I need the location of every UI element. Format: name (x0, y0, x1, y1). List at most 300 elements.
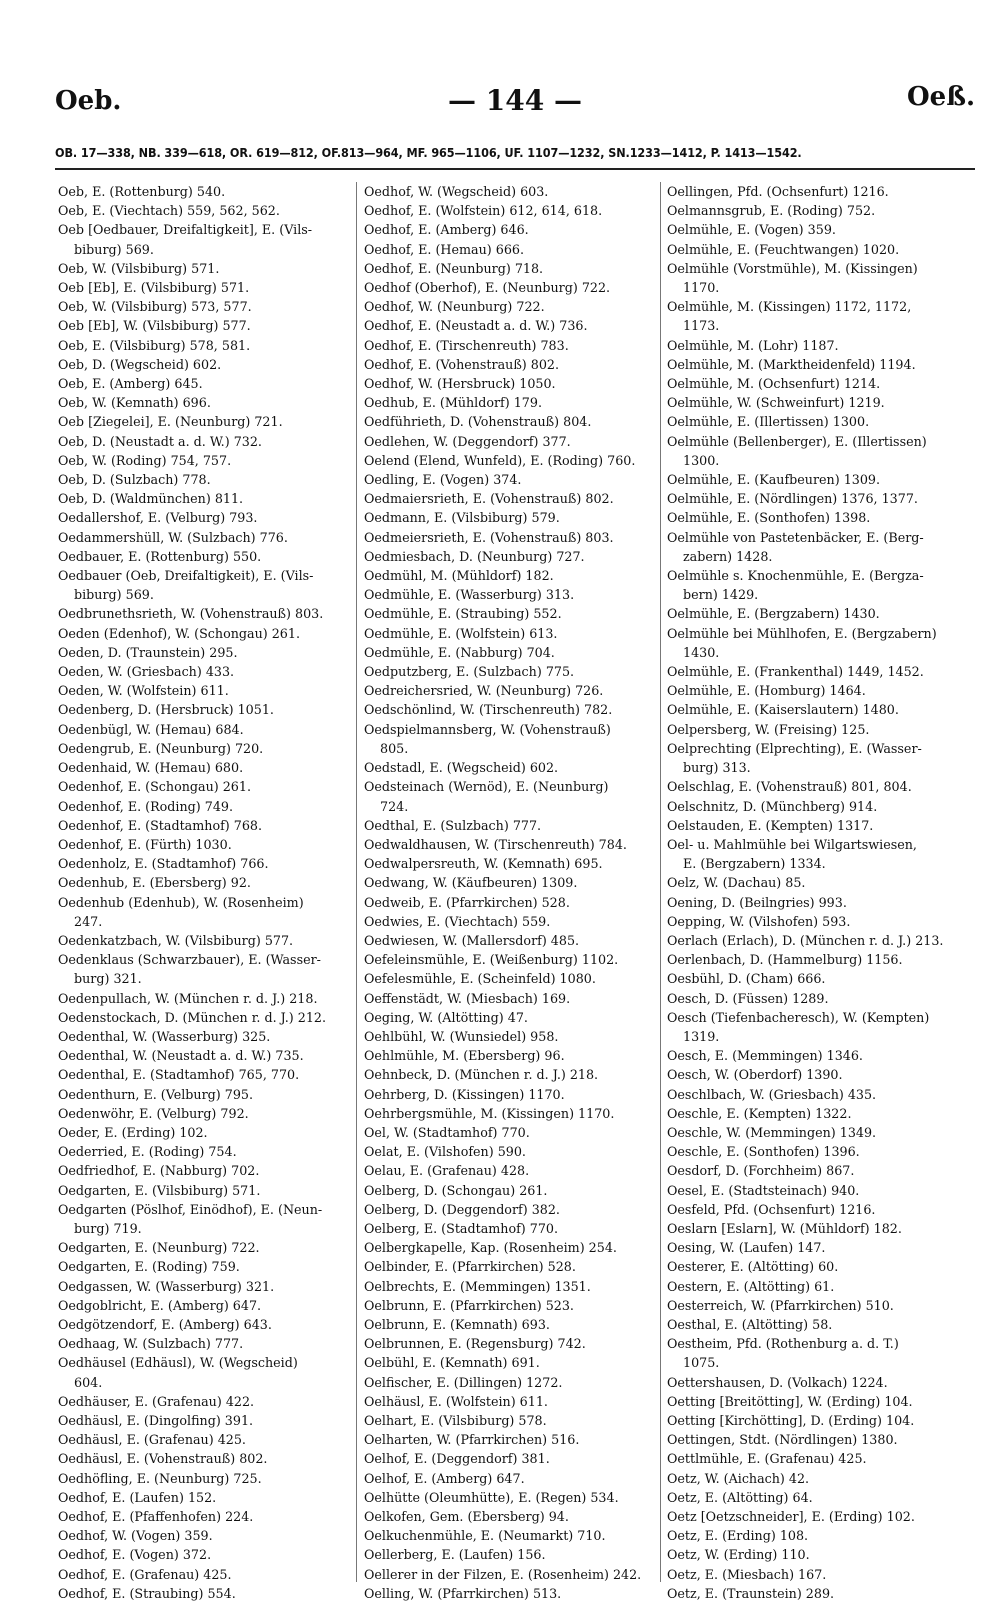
entry-line: Oedenbügl, W. (Hemau) 684. (58, 721, 244, 737)
entry-line: Oelbrunn, E. (Kemnath) 693. (364, 1316, 550, 1332)
entry-line: Oelmühle, E. (Vogen) 359. (667, 222, 836, 238)
index-entry (58, 931, 350, 950)
index-entry (364, 989, 656, 1008)
entry-line: Oedmaiersrieth, E. (Vohenstrauß) 802. (364, 491, 614, 507)
entry-line: Oedhof, W. (Wegscheid) 603. (364, 184, 549, 199)
entry-line: Oelmühle, E. (Illertissen) 1300. (667, 414, 870, 430)
index-entry (58, 470, 350, 489)
index-entry (58, 355, 350, 374)
entry-continuation: burg) 313. (683, 760, 751, 776)
index-entry (364, 1257, 656, 1276)
entry-line: Oetz [Oetzschneider], E. (Erding) 102. (667, 1509, 915, 1525)
entry-continuation: 1170. (683, 280, 720, 296)
index-entry (364, 1027, 656, 1046)
entry-continuation: 1430. (683, 644, 720, 660)
entry-line: Oelbrechts, E. (Memmingen) 1351. (364, 1278, 591, 1294)
entry-continuation: biburg) 569. (74, 587, 154, 603)
index-entry (364, 1411, 656, 1430)
entry-line: Oedenwöhr, E. (Velburg) 792. (58, 1105, 249, 1121)
index-entry (667, 700, 959, 719)
entry-line: Oesch, E. (Memmingen) 1346. (667, 1048, 863, 1064)
entry-line: Oedlehen, W. (Deggendorf) 377. (364, 433, 571, 449)
entry-line: Oedenklaus (Schwarzbauer), E. (Wasser- (58, 952, 321, 968)
index-entry (667, 1449, 959, 1468)
index-entry (58, 1315, 350, 1334)
entry-line: Oelprechting (Elprechting), E. (Wasser- (667, 740, 922, 756)
entry-line: Oedwies, E. (Viechtach) 559. (364, 913, 551, 929)
index-entry (58, 720, 350, 739)
index-entry (58, 374, 350, 393)
entry-line: Oelbrunnen, E. (Regensburg) 742. (364, 1336, 586, 1352)
entry-line: Oedhäuser, E. (Grafenau) 422. (58, 1393, 255, 1409)
index-entry (58, 220, 350, 258)
index-entry (667, 1373, 959, 1392)
index-entry (667, 355, 959, 374)
entry-line: Oelbinder, E. (Pfarrkirchen) 528. (364, 1259, 576, 1275)
index-entry (58, 1526, 350, 1545)
entry-line: Oelstauden, E. (Kempten) 1317. (667, 817, 874, 833)
index-entry (364, 1161, 656, 1180)
entry-line: Oeslarn [Eslarn], W. (Mühldorf) 182. (667, 1220, 902, 1236)
entry-line: Oelberg, D. (Schongau) 261. (364, 1182, 548, 1198)
entry-line: Oelmühle, E. (Homburg) 1464. (667, 683, 866, 699)
index-entry (667, 835, 959, 873)
entry-line: Oedhof, E. (Laufen) 152. (58, 1489, 217, 1505)
index-entry (58, 201, 350, 220)
index-entry (364, 489, 656, 508)
entry-line: Oedhof, E. (Vohenstrauß) 802. (364, 356, 560, 372)
entry-line: Oelz, W. (Dachau) 85. (667, 875, 806, 891)
entry-line: Oedenthurn, E. (Velburg) 795. (58, 1086, 254, 1102)
entry-line: Oedenhof, E. (Fürth) 1030. (58, 836, 232, 852)
index-entry (58, 1392, 350, 1411)
header-rule (55, 168, 975, 170)
index-entry (667, 1526, 959, 1545)
entry-line: Oetz, W. (Aichach) 42. (667, 1470, 810, 1486)
index-entry (58, 1545, 350, 1564)
entry-line: Oelmühle, M. (Ochsenfurt) 1214. (667, 376, 881, 392)
index-entry (364, 547, 656, 566)
index-entry (667, 1296, 959, 1315)
entry-line: Oedenholz, E. (Stadtamhof) 766. (58, 856, 269, 872)
entry-line: Oetz, E. (Erding) 108. (667, 1528, 809, 1544)
entry-line: Oedhof, E. (Neustadt a. d. W.) 736. (364, 318, 588, 334)
entry-continuation: 724. (380, 798, 409, 814)
entry-line: Oedhäusl, E. (Vohenstrauß) 802. (58, 1451, 268, 1467)
entry-line: Oerlenbach, D. (Hammelburg) 1156. (667, 952, 903, 968)
index-entry (364, 566, 656, 585)
index-entry (667, 489, 959, 508)
index-entry (667, 240, 959, 259)
index-entry (58, 604, 350, 623)
index-entry (667, 1411, 959, 1430)
entry-line: Oedenhof, E. (Roding) 749. (58, 798, 234, 814)
entry-line: Oedhof, W. (Vogen) 359. (58, 1528, 213, 1544)
index-entry (364, 451, 656, 470)
index-entry (364, 681, 656, 700)
entry-line: Oeschle, E. (Kempten) 1322. (667, 1105, 852, 1121)
entry-line: Oelkuchenmühle, E. (Neumarkt) 710. (364, 1528, 606, 1544)
index-entry (58, 739, 350, 758)
index-entry (58, 508, 350, 527)
index-entry (364, 1469, 656, 1488)
entry-line: Oeb, E. (Amberg) 645. (58, 376, 203, 392)
entry-line: Oedenhub (Edenhub), W. (Rosenheim) (58, 894, 304, 910)
index-entry (58, 1449, 350, 1468)
entry-line: Oelling, W. (Pfarrkirchen) 513. (364, 1585, 562, 1601)
entry-line: Oedgarten, E. (Neunburg) 722. (58, 1240, 260, 1256)
entry-line: Oedgassen, W. (Wasserburg) 321. (58, 1278, 275, 1294)
entry-line: Oedfriedhof, E. (Nabburg) 702. (58, 1163, 260, 1179)
index-column-2 (364, 182, 656, 1602)
entry-line: Oedenthal, E. (Stadtamhof) 765, 770. (58, 1067, 300, 1083)
entry-line: Oedhof, E. (Neunburg) 718. (364, 260, 544, 276)
index-entry (58, 547, 350, 566)
entry-line: Oedhof, E. (Wolfstein) 612, 614, 618. (364, 203, 603, 219)
header-left-keyword: Oeb. (55, 86, 122, 116)
index-entry (667, 1104, 959, 1123)
index-entry (58, 662, 350, 681)
entry-line: Oesterreich, W. (Pfarrkirchen) 510. (667, 1297, 894, 1313)
index-entry (58, 681, 350, 700)
index-entry (364, 374, 656, 393)
entry-continuation: 247. (74, 913, 103, 929)
entry-line: Oelmühle (Vorstmühle), M. (Kissingen) (667, 260, 918, 276)
index-entry (58, 1046, 350, 1065)
entry-line: Oedweib, E. (Pfarrkirchen) 528. (364, 894, 570, 910)
index-entry (667, 1046, 959, 1065)
index-entry (667, 1315, 959, 1334)
index-entry (58, 451, 350, 470)
index-entry (667, 681, 959, 700)
entry-continuation: bern) 1429. (683, 587, 759, 603)
entry-line: Oedhof, E. (Vogen) 372. (58, 1547, 212, 1563)
index-entry (58, 1257, 350, 1276)
index-entry (667, 1085, 959, 1104)
entry-line: Oeden, D. (Traunstein) 295. (58, 644, 238, 660)
index-entry (364, 432, 656, 451)
index-entry (58, 1200, 350, 1238)
entry-line: Oedhof, E. (Straubing) 554. (58, 1585, 236, 1601)
entry-line: Oedthal, E. (Sulzbach) 777. (364, 817, 542, 833)
entry-line: Oeder, E. (Erding) 102. (58, 1124, 208, 1140)
entry-line: Oedhof, E. (Amberg) 646. (364, 222, 529, 238)
index-entry (58, 297, 350, 316)
index-entry (667, 182, 959, 201)
index-entry (364, 969, 656, 988)
entry-line: Oelmühle, E. (Kaufbeuren) 1309. (667, 472, 881, 488)
index-entry (667, 662, 959, 681)
entry-line: Oelmühle, M. (Marktheidenfeld) 1194. (667, 356, 916, 372)
index-entry (58, 278, 350, 297)
entry-line: Oedhof, W. (Neunburg) 722. (364, 299, 545, 315)
entry-line: Oetting [Breitötting], W. (Erding) 104. (667, 1393, 913, 1409)
index-entry (364, 854, 656, 873)
index-entry (364, 336, 656, 355)
index-entry (364, 931, 656, 950)
entry-line: Oelat, E. (Vilshofen) 590. (364, 1144, 526, 1160)
entry-line: Oeb [Eb], E. (Vilsbiburg) 571. (58, 280, 250, 296)
index-entry (667, 931, 959, 950)
index-entry (58, 643, 350, 662)
entry-line: Oedenthal, W. (Neustadt a. d. W.) 735. (58, 1048, 304, 1064)
entry-line: Oelmühle, M. (Kissingen) 1172, 1172, (667, 299, 912, 315)
entry-line: Oedenhof, E. (Schongau) 261. (58, 779, 251, 795)
entry-continuation: 1300. (683, 452, 720, 468)
index-entry (364, 1123, 656, 1142)
entry-line: Oedputzberg, E. (Sulzbach) 775. (364, 664, 575, 680)
index-entry (364, 1085, 656, 1104)
entry-line: Oedbrunethsrieth, W. (Vohenstrauß) 803. (58, 606, 324, 622)
entry-line: Oefeleinsmühle, E. (Weißenburg) 1102. (364, 952, 619, 968)
index-entry (364, 1449, 656, 1468)
index-entry (364, 259, 656, 278)
entry-line: Oeb [Ziegelei], E. (Neunburg) 721. (58, 414, 283, 430)
entry-line: Oedenhof, E. (Stadtamhof) 768. (58, 817, 263, 833)
entry-line: Oel, W. (Stadtamhof) 770. (364, 1124, 530, 1140)
index-entry (667, 1507, 959, 1526)
entry-line: Oedenhub, E. (Ebersberg) 92. (58, 875, 251, 891)
index-entry (58, 489, 350, 508)
index-entry (58, 528, 350, 547)
entry-line: Oedmühle, E. (Wasserburg) 313. (364, 587, 575, 603)
entry-line: Oeb, W. (Vilsbiburg) 573, 577. (58, 299, 252, 315)
column-divider (356, 182, 357, 1582)
entry-line: Oedhaag, W. (Sulzbach) 777. (58, 1336, 244, 1352)
entry-line: Oeb, D. (Neustadt a. d. W.) 732. (58, 433, 262, 449)
entry-line: Oelberg, D. (Deggendorf) 382. (364, 1201, 560, 1217)
header-right-keyword: Oeß. (907, 82, 975, 112)
entry-line: Oelmühle, M. (Lohr) 1187. (667, 337, 839, 353)
index-entry (58, 336, 350, 355)
index-entry (667, 912, 959, 931)
entry-line: Oettershausen, D. (Volkach) 1224. (667, 1374, 888, 1390)
index-entry (364, 585, 656, 604)
entry-line: Oelmühle, E. (Feuchtwangen) 1020. (667, 241, 900, 257)
entry-line: Oeb [Oedbauer, Dreifaltigkeit], E. (Vils- (58, 222, 313, 238)
index-entry (364, 700, 656, 719)
entry-line: Oel- u. Mahlmühle bei Wilgartswiesen, (667, 836, 917, 852)
entry-line: Oeb, W. (Roding) 754, 757. (58, 452, 232, 468)
index-entry (58, 1238, 350, 1257)
index-entry (364, 1526, 656, 1545)
entry-line: Oedbauer (Oeb, Dreifaltigkeit), E. (Vils- (58, 568, 314, 584)
index-entry (364, 1296, 656, 1315)
index-entry (364, 220, 656, 239)
entry-line: Oedhäusel (Edhäusl), W. (Wegscheid) (58, 1355, 298, 1371)
index-entry (364, 1507, 656, 1526)
entry-line: Oeffenstädt, W. (Miesbach) 169. (364, 990, 571, 1006)
entry-line: Oedführieth, D. (Vohenstrauß) 804. (364, 414, 592, 430)
index-entry (364, 777, 656, 815)
index-entry (58, 432, 350, 451)
index-entry (364, 1277, 656, 1296)
entry-line: Oedgarten, E. (Vilsbiburg) 571. (58, 1182, 261, 1198)
index-entry (364, 393, 656, 412)
entry-line: Oestern, E. (Altötting) 61. (667, 1278, 835, 1294)
entry-line: Oestheim, Pfd. (Rothenburg a. d. T.) (667, 1336, 899, 1352)
index-entry (58, 893, 350, 931)
index-entry (667, 1181, 959, 1200)
index-entry (364, 893, 656, 912)
index-entry (364, 316, 656, 335)
entry-line: Oedenpullach, W. (München r. d. J.) 218. (58, 990, 318, 1006)
entry-line: Oedmühle, E. (Nabburg) 704. (364, 644, 555, 660)
entry-line: Oehrbergsmühle, M. (Kissingen) 1170. (364, 1105, 615, 1121)
index-entry (58, 182, 350, 201)
entry-line: Oedwalpersreuth, W. (Kemnath) 695. (364, 856, 603, 872)
entry-line: Oelhäusl, E. (Wolfstein) 611. (364, 1393, 548, 1409)
entry-line: Oepping, W. (Vilshofen) 593. (667, 913, 851, 929)
index-entry (58, 1161, 350, 1180)
index-entry (58, 1008, 350, 1027)
entry-line: Oelfischer, E. (Dillingen) 1272. (364, 1374, 563, 1390)
entry-line: Oelmühle, W. (Schweinfurt) 1219. (667, 395, 885, 411)
entry-line: Oeb, W. (Kemnath) 696. (58, 395, 211, 411)
entry-line: Oelmühle, E. (Bergzabern) 1430. (667, 606, 880, 622)
index-entry (364, 1181, 656, 1200)
index-entry (364, 240, 656, 259)
index-entry (667, 893, 959, 912)
entry-line: Oedenstockach, D. (München r. d. J.) 212. (58, 1009, 327, 1025)
entry-line: Oesel, E. (Stadtsteinach) 940. (667, 1182, 860, 1198)
entry-continuation: 1075. (683, 1355, 720, 1371)
entry-line: Oedgarten, E. (Roding) 759. (58, 1259, 240, 1275)
page-number: — 144 — (448, 84, 582, 117)
index-entry (667, 777, 959, 796)
index-entry (667, 624, 959, 662)
entry-line: Oelmühle s. Knochenmühle, E. (Bergza- (667, 568, 924, 584)
index-entry (667, 1488, 959, 1507)
entry-line: Oesthal, E. (Altötting) 58. (667, 1316, 833, 1332)
index-entry (667, 374, 959, 393)
index-entry (364, 1200, 656, 1219)
entry-line: Oedhof, E. (Tirschenreuth) 783. (364, 337, 569, 353)
index-entry (364, 508, 656, 527)
index-entry (364, 873, 656, 892)
index-entry (364, 1104, 656, 1123)
entry-line: Oeb [Eb], W. (Vilsbiburg) 577. (58, 318, 251, 334)
entry-line: Oedmühl, M. (Mühldorf) 182. (364, 568, 554, 584)
entry-line: Oedhof, W. (Hersbruck) 1050. (364, 376, 556, 392)
index-entry (667, 1123, 959, 1142)
entry-line: Oeb, E. (Vilsbiburg) 578, 581. (58, 337, 251, 353)
index-entry (667, 1334, 959, 1372)
index-entry (58, 1142, 350, 1161)
entry-line: Oefelesmühle, E. (Scheinfeld) 1080. (364, 971, 596, 987)
entry-line: Oedhof, E. (Grafenau) 425. (58, 1566, 232, 1582)
index-entry (364, 950, 656, 969)
entry-line: Oedhub, E. (Mühldorf) 179. (364, 395, 542, 411)
index-entry (364, 201, 656, 220)
entry-line: Oelpersberg, W. (Freising) 125. (667, 721, 870, 737)
index-entry (364, 720, 656, 758)
entry-line: Oelhof, E. (Deggendorf) 381. (364, 1451, 550, 1467)
entry-line: Oelschnitz, D. (Münchberg) 914. (667, 798, 878, 814)
index-entry (58, 1085, 350, 1104)
index-entry (364, 835, 656, 854)
index-entry (667, 470, 959, 489)
entry-line: Oedammershüll, W. (Sulzbach) 776. (58, 529, 288, 545)
index-entry (667, 604, 959, 623)
index-entry (58, 1353, 350, 1391)
entry-continuation: burg) 719. (74, 1220, 142, 1236)
entry-line: Oedhof (Oberhof), E. (Neunburg) 722. (364, 280, 611, 296)
index-entry (667, 1200, 959, 1219)
index-entry (667, 1469, 959, 1488)
entry-line: Oeb, E. (Viechtach) 559, 562, 562. (58, 203, 280, 219)
entry-line: Oedallershof, E. (Velburg) 793. (58, 510, 258, 526)
entry-line: Oeb, D. (Sulzbach) 778. (58, 472, 211, 488)
entry-line: Oellerer in der Filzen, E. (Rosenheim) 242. (364, 1566, 642, 1582)
entry-line: Oetz, W. (Erding) 110. (667, 1547, 810, 1563)
index-entry (667, 336, 959, 355)
index-entry (667, 1161, 959, 1180)
entry-line: Oederried, E. (Roding) 754. (58, 1144, 237, 1160)
entry-line: Oedenberg, D. (Hersbruck) 1051. (58, 702, 274, 718)
entry-line: Oesch (Tiefenbacheresch), W. (Kempten) (667, 1009, 930, 1025)
index-entry (364, 355, 656, 374)
entry-line: Oeschle, W. (Memmingen) 1349. (667, 1124, 877, 1140)
index-entry (667, 297, 959, 335)
index-entry (667, 1277, 959, 1296)
index-entry (667, 1065, 959, 1084)
entry-line: Oeb, D. (Wegscheid) 602. (58, 356, 222, 372)
entry-line: Oesfeld, Pfd. (Ochsenfurt) 1216. (667, 1201, 876, 1217)
entry-continuation: burg) 321. (74, 971, 142, 987)
entry-line: Oellerberg, E. (Laufen) 156. (364, 1547, 546, 1563)
entry-line: Oetting [Kirchötting], D. (Erding) 104. (667, 1413, 915, 1428)
entry-line: Oedgarten (Pöslhof, Einödhof), E. (Neun- (58, 1201, 323, 1217)
index-entry (667, 1142, 959, 1161)
entry-line: Oesch, W. (Oberdorf) 1390. (667, 1067, 843, 1083)
column-divider (660, 182, 661, 1582)
index-entry (364, 1392, 656, 1411)
index-column-3 (667, 182, 959, 1602)
entry-line: Oeb, D. (Waldmünchen) 811. (58, 491, 244, 507)
index-entry (667, 1545, 959, 1564)
index-entry (58, 835, 350, 854)
index-entry (58, 1507, 350, 1526)
index-entry (58, 1488, 350, 1507)
entry-line: Oedmühle, E. (Wolfstein) 613. (364, 625, 558, 641)
entry-line: Oeging, W. (Altötting) 47. (364, 1009, 528, 1025)
index-entry (58, 316, 350, 335)
index-entry (667, 989, 959, 1008)
entry-line: Oelmühle (Bellenberger), E. (Illertissen) (667, 433, 927, 449)
index-entry (58, 1430, 350, 1449)
entry-line: Oetz, E. (Altötting) 64. (667, 1489, 813, 1505)
index-entry (364, 662, 656, 681)
index-entry (364, 412, 656, 431)
entry-line: Oehnbeck, D. (München r. d. J.) 218. (364, 1067, 599, 1083)
index-entry (58, 393, 350, 412)
index-entry (667, 797, 959, 816)
index-entry (667, 739, 959, 777)
entry-line: Oedgoblricht, E. (Amberg) 647. (58, 1297, 262, 1313)
index-entry (58, 1296, 350, 1315)
entry-continuation: 805. (380, 740, 409, 756)
entry-line: Oelschlag, E. (Vohenstrauß) 801, 804. (667, 779, 912, 795)
entry-line: Oedbauer, E. (Rottenburg) 550. (58, 548, 262, 564)
entry-line: Oelhof, E. (Amberg) 647. (364, 1470, 525, 1486)
entry-line: Oeschle, E. (Sonthofen) 1396. (667, 1144, 860, 1160)
entry-line: Oeb, E. (Rottenburg) 540. (58, 184, 226, 199)
index-entry (364, 470, 656, 489)
entry-line: Oelmühle, E. (Frankenthal) 1449, 1452. (667, 664, 924, 680)
index-entry (58, 1277, 350, 1296)
index-entry (364, 1219, 656, 1238)
